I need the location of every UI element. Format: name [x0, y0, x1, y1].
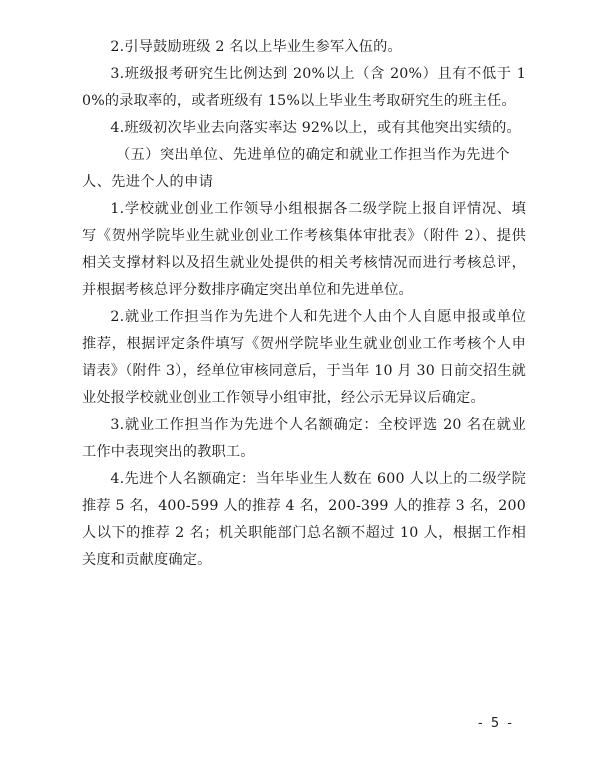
paragraph-item-3: 3.班级报考研究生比例达到 20%以上（含 20%）且有不低于 10%的录取率的，或者班级有 15%以上毕业生考取研究生的班主任。	[82, 66, 526, 109]
paragraph-subitem-1: 1.学校就业创业工作领导小组根据各二级学院上报自评情况、填写《贺州学院毕业生就业创业工作考核集体审批表》（附件 2）、提供相关支撑材料以及招生就业处提供的相关考核情况而进行考核总评，并根据考核总评分数排序确定突出单位和先进单位。	[82, 201, 526, 298]
paragraph-subitem-4: 4.先进个人名额确定：当年毕业生人数在 600 人以上的二级学院推荐 5 名，400-599 人的推荐 4 名，200-399 人的推荐 3 名，200 人以下的推荐 2 名；机关职能部门总名额不超过 10 人，根据工作相关度和贡献度确定。	[82, 471, 526, 568]
paragraph-item-4: 4.班级初次毕业去向落实率达 92%以上，或有其他突出实绩的。	[110, 120, 521, 136]
page-number: - 5 -	[478, 716, 514, 731]
paragraph-subitem-3: 3.就业工作担当作为先进个人名额确定：全校评选 20 名在就业工作中表现突出的教职工。	[82, 417, 526, 460]
section-heading-five: （五）突出单位、先进单位的确定和就业工作担当作为先进个人、先进个人的申请	[82, 147, 510, 190]
paragraph-item-2: 2.引导鼓励班级 2 名以上毕业生参军入伍的。	[110, 39, 402, 55]
document-body	[82, 34, 526, 574]
paragraph-subitem-2: 2.就业工作担当作为先进个人和先进个人由个人自愿申报或单位推荐，根据评定条件填写《贺州学院毕业生就业创业工作考核个人申请表》（附件 3），经单位审核同意后，于当年 10 月 30 日前交招生就业处报学校就业创业工作领导小组审批，经公示无异议后确定。	[82, 309, 526, 406]
